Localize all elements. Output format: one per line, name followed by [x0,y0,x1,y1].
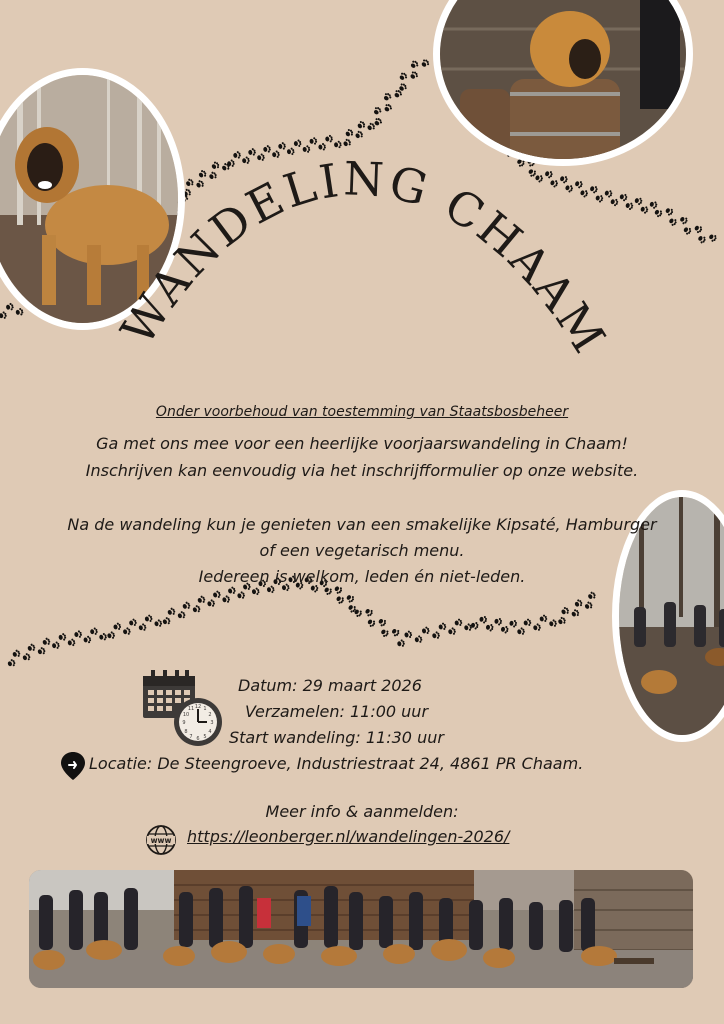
paw-print-icon [463,623,472,632]
paw-print-icon [390,627,400,637]
paw-print-icon [404,630,413,639]
paw-print-icon [380,628,390,638]
paw-print-icon [162,616,172,626]
svg-text:2: 2 [208,712,212,718]
paw-print-icon [237,591,246,600]
paw-print-icon [144,614,153,623]
paw-print-icon [516,627,525,636]
event-location: Locatie: De Steengroeve, Industriestraat 24, 4861 PR Chaam. [89,754,584,773]
paw-print-icon [27,643,37,653]
paw-print-icon [431,631,440,640]
svg-text:11: 11 [187,706,195,712]
paw-print-icon [532,623,541,632]
paw-print-icon [212,590,221,599]
paw-print-icon [438,622,447,631]
paw-print-icon [500,625,508,633]
paw-print-icon [154,619,163,628]
svg-text:www: www [150,836,172,845]
paw-print-icon [470,621,478,629]
food-line-3: Iedereen is welkom, leden én niet-leden. [198,567,526,586]
svg-text:7: 7 [189,734,193,740]
page-title: WANDELING CHAAM [110,151,618,365]
paw-print-icon [377,617,387,627]
group-photo [29,870,693,988]
paw-print-icon [421,626,430,635]
start-time: Start wandeling: 11:30 uur [229,728,444,747]
paw-print-icon [573,598,583,608]
paw-print-icon [58,633,67,642]
paw-print-icon [182,601,192,611]
paw-print-icon [364,607,374,617]
paw-print-icon [222,595,231,604]
paw-print-icon [83,635,92,644]
svg-text:10: 10 [182,712,190,718]
paw-print-icon [12,649,22,659]
paw-print-icon [74,630,83,639]
svg-text:12: 12 [194,704,202,710]
paw-print-icon [107,631,116,640]
food-line-1: Na de wandeling kun je genieten van een smakelijke Kipsaté, Hamburger [67,515,657,534]
intro-line-1: Ga met ons mee voor een heerlijke voorjaarswandeling in Chaam! [96,434,628,453]
paw-print-icon [447,627,456,636]
paw-print-icon [509,619,517,627]
paw-print-icon [67,638,76,647]
paw-print-icon [207,599,216,608]
paw-print-icon [539,614,548,623]
paw-print-icon [192,604,202,614]
event-date: Datum: 29 maart 2026 [238,676,422,695]
paw-print-icon [570,608,580,618]
more-info-label: Meer info & aanmelden: [265,802,459,821]
intro-line-2: Inschrijven kan eenvoudig via het inschrijfformulier op onze website. [85,461,639,480]
paw-print-icon [138,623,147,632]
svg-text:8: 8 [184,729,188,735]
paw-print-icon [99,633,108,642]
paw-print-icon [523,618,532,627]
svg-text:9: 9 [182,720,186,726]
paw-print-icon [335,595,345,605]
svg-text:1: 1 [203,706,207,712]
svg-text:WANDELING CHAAM [110,151,617,364]
paw-print-icon [42,637,52,647]
svg-text:3: 3 [210,720,214,726]
title-arc [0,0,724,420]
paw-print-icon [37,646,47,656]
location-pin-icon [60,751,86,785]
svg-text:6: 6 [196,736,200,742]
svg-text:5: 5 [203,734,207,740]
www-globe-icon [145,824,177,860]
gather-time: Verzamelen: 11:00 uur [245,702,429,721]
paw-print-icon [560,606,570,616]
paw-print-icon [587,591,597,601]
paw-print-icon [397,639,406,648]
group-photo-illustration [29,870,693,988]
paw-print-icon [479,615,487,623]
paw-print-icon [128,618,137,627]
paw-print-icon [177,610,187,620]
paw-print-icon [345,593,355,603]
paw-print-icon [122,627,131,636]
paw-print-icon [454,618,463,627]
svg-text:4: 4 [208,729,212,735]
paw-print-icon [584,601,594,611]
paw-print-icon [7,658,17,668]
paw-print-icon [51,641,60,650]
paw-print-icon [22,652,32,662]
food-line-2: of een vegetarisch menu. [259,541,465,560]
paw-print-icon [197,595,207,605]
paw-print-icon [167,607,177,617]
paw-print-icon [485,623,493,631]
website-link[interactable]: https://leonberger.nl/wandelingen-2026/ [187,827,510,846]
clock-icon [172,696,224,752]
subtitle: Onder voorbehoud van toestemming van Staatsbosbeheer [155,404,569,420]
paw-print-icon [414,635,423,644]
paw-print-icon [113,622,122,631]
paw-print-icon [548,619,557,628]
paw-print-icon [557,616,567,626]
paw-print-icon [494,617,502,625]
paw-print-icon [90,627,99,636]
paw-print-icon [366,618,376,628]
